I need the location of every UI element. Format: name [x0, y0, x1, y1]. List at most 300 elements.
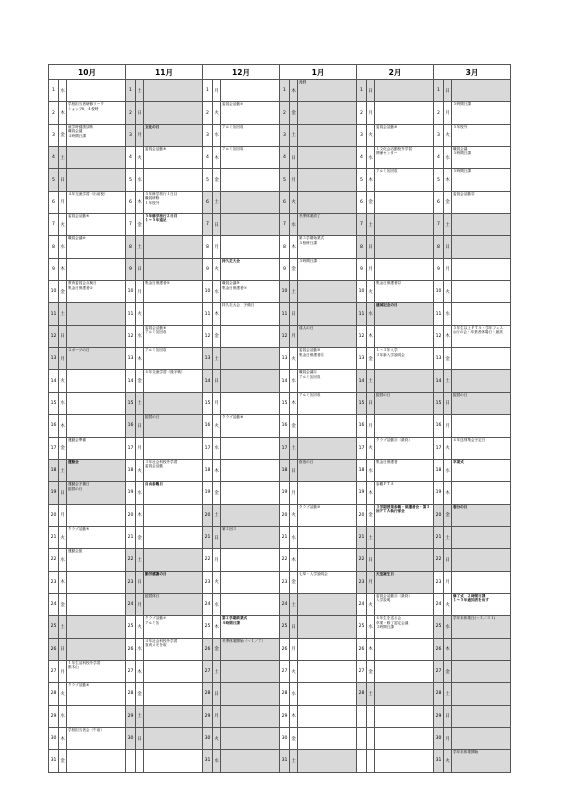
event-cell [375, 415, 434, 437]
calendar-row [49, 415, 511, 437]
day-number: 4 [280, 147, 290, 169]
day-number: 2 [126, 102, 136, 124]
weekday: 土 [136, 705, 144, 727]
day-number: 5 [280, 169, 290, 191]
day-number: 28 [203, 683, 213, 705]
event-cell [67, 80, 126, 102]
month-header-jan: 1月 [280, 65, 357, 80]
event-cell: ５時間日課 [452, 102, 511, 124]
weekday: 土 [213, 191, 221, 213]
weekday: 月 [444, 415, 452, 437]
event-cell [67, 147, 126, 169]
event-cell: 学年末休業日(～３／３１) [452, 616, 511, 638]
weekday: 月 [136, 437, 144, 459]
event-cell [144, 504, 203, 526]
event-cell: 委員会活動⑩ [375, 124, 434, 146]
event-cell [452, 80, 511, 102]
day-number: 13 [126, 348, 136, 370]
day-number [357, 727, 367, 749]
day-number: 14 [434, 370, 444, 392]
calendar-row [49, 750, 511, 772]
day-number: 15 [203, 392, 213, 414]
weekday: 土 [367, 683, 375, 705]
event-cell [298, 482, 357, 504]
day-number: 18 [434, 459, 444, 481]
weekday: 水 [213, 593, 221, 615]
event-cell [67, 303, 126, 325]
weekday: 金 [290, 258, 298, 280]
day-number: 2 [49, 102, 59, 124]
weekday: 水 [59, 549, 67, 571]
calendar-row [49, 593, 511, 615]
day-number: 9 [434, 258, 444, 280]
day-number: 14 [357, 370, 367, 392]
weekday: 日 [136, 571, 144, 593]
weekday: 水 [59, 705, 67, 727]
weekday: 日 [59, 325, 67, 347]
weekday: 火 [59, 526, 67, 548]
weekday: 水 [59, 80, 67, 102]
weekday: 月 [59, 504, 67, 526]
day-number: 14 [126, 370, 136, 392]
weekday: 土 [444, 526, 452, 548]
weekday: 土 [59, 616, 67, 638]
day-number: 30 [434, 727, 444, 749]
weekday [367, 705, 375, 727]
day-number: 21 [203, 526, 213, 548]
weekday: 月 [59, 660, 67, 682]
weekday: 月 [290, 638, 298, 660]
calendar-row [49, 325, 511, 347]
event-cell [452, 549, 511, 571]
weekday: 土 [213, 348, 221, 370]
day-number: 24 [126, 593, 136, 615]
event-cell: 就学時健康診断 職員会議 ４時間日課 [67, 124, 126, 146]
weekday: 日 [444, 549, 452, 571]
weekday: 水 [213, 437, 221, 459]
day-number: 3 [126, 124, 136, 146]
day-number: 20 [126, 504, 136, 526]
weekday: 土 [444, 370, 452, 392]
event-cell: １文化会活動校外学習 関係センター [375, 147, 434, 169]
day-number: 10 [357, 281, 367, 303]
day-number: 4 [434, 147, 444, 169]
weekday: 金 [290, 102, 298, 124]
weekday: 月 [290, 169, 298, 191]
weekday: 土 [59, 459, 67, 481]
event-cell [298, 102, 357, 124]
day-number: 2 [434, 102, 444, 124]
day-number: 31 [280, 750, 290, 772]
event-cell: ３学期授業参観・保護者会・第３回ＰＴＡ執行部会 [375, 504, 434, 526]
event-cell: アルミ缶回収 [375, 169, 434, 191]
weekday: 月 [213, 705, 221, 727]
day-number: 22 [280, 549, 290, 571]
event-cell: 委員会活動⑩ 集金日保護者⑪ [298, 348, 357, 370]
weekday: 土 [136, 392, 144, 414]
day-number: 10 [203, 281, 213, 303]
day-number: 6 [434, 191, 444, 213]
calendar-row [49, 526, 511, 548]
calendar-row [49, 727, 511, 749]
weekday: 水 [367, 616, 375, 638]
weekday: 水 [136, 169, 144, 191]
weekday: 水 [213, 281, 221, 303]
event-cell: 文化の日 [144, 124, 203, 146]
weekday: 日 [213, 370, 221, 392]
weekday: 木 [290, 549, 298, 571]
day-number: 1 [126, 80, 136, 102]
day-number: 16 [357, 415, 367, 437]
event-cell: ６年生を送る会 卒業・修了認定会議 ３時間日課 [375, 616, 434, 638]
event-cell: １年生活科校外学習 都木山 [67, 660, 126, 682]
event-cell: ５年校外 [452, 124, 511, 146]
day-number: 6 [49, 191, 59, 213]
weekday: 日 [136, 102, 144, 124]
event-cell [144, 549, 203, 571]
weekday: 木 [290, 236, 298, 258]
weekday: 日 [444, 236, 452, 258]
weekday: 木 [444, 638, 452, 660]
event-cell [452, 660, 511, 682]
weekday: 水 [367, 459, 375, 481]
calendar-row [49, 549, 511, 571]
weekday: 金 [444, 348, 452, 370]
event-cell: クラブ活動⑪（最終） [375, 437, 434, 459]
day-number: 9 [49, 258, 59, 280]
day-number: 3 [280, 124, 290, 146]
weekday: 火 [213, 571, 221, 593]
event-cell: 七草・入学説明会 [298, 571, 357, 593]
weekday: 金 [290, 415, 298, 437]
weekday: 木 [290, 705, 298, 727]
weekday: 土 [290, 593, 298, 615]
event-cell [375, 370, 434, 392]
month-header-feb: 2月 [357, 65, 434, 80]
event-cell [144, 258, 203, 280]
event-cell [298, 281, 357, 303]
weekday: 土 [367, 370, 375, 392]
month-header-row [49, 65, 511, 80]
month-header-nov: 11月 [126, 65, 203, 80]
weekday: 日 [213, 526, 221, 548]
weekday: 水 [59, 392, 67, 414]
day-number: 18 [203, 459, 213, 481]
event-cell [221, 504, 280, 526]
event-cell: 運動会 [67, 459, 126, 481]
event-cell [375, 705, 434, 727]
event-cell [221, 727, 280, 749]
weekday: 月 [136, 124, 144, 146]
weekday: 月 [444, 102, 452, 124]
weekday: 土 [136, 549, 144, 571]
weekday: 土 [59, 147, 67, 169]
event-cell: 修了式 ２時間日課 １～５年通知表を出す [452, 593, 511, 615]
event-cell [298, 660, 357, 682]
event-cell: アルミ缶回収 [221, 124, 280, 146]
day-number: 15 [434, 392, 444, 414]
event-cell [298, 147, 357, 169]
weekday: 水 [290, 370, 298, 392]
weekday: 水 [213, 750, 221, 772]
day-number: 28 [357, 683, 367, 705]
day-number: 31 [434, 750, 444, 772]
event-cell [298, 415, 357, 437]
day-number: 8 [434, 236, 444, 258]
event-cell: クラブ活動⑧ [221, 415, 280, 437]
event-cell [221, 169, 280, 191]
day-number: 16 [126, 415, 136, 437]
day-number: 30 [126, 727, 136, 749]
event-cell: 自由参観日 [144, 482, 203, 504]
event-cell: 委員会活動⑫ [452, 191, 511, 213]
day-number: 17 [49, 437, 59, 459]
event-cell [67, 571, 126, 593]
day-number: 7 [203, 214, 213, 236]
calendar-row [49, 459, 511, 481]
day-number: 11 [434, 303, 444, 325]
event-cell [298, 750, 357, 772]
weekday: 水 [444, 616, 452, 638]
day-number: 24 [49, 593, 59, 615]
weekday: 木 [213, 459, 221, 481]
event-cell: 運動会振 [67, 549, 126, 571]
day-number: 17 [357, 437, 367, 459]
weekday: 木 [59, 102, 67, 124]
weekday: 火 [444, 593, 452, 615]
weekday: 火 [367, 437, 375, 459]
weekday: 月 [213, 392, 221, 414]
day-number: 3 [203, 124, 213, 146]
weekday: 土 [290, 437, 298, 459]
event-cell: ６年交流学習（後半戦） [144, 370, 203, 392]
event-cell: 職員会議⑥ [67, 236, 126, 258]
event-cell [221, 437, 280, 459]
weekday: 火 [213, 415, 221, 437]
event-cell [221, 571, 280, 593]
calendar-row [49, 660, 511, 682]
weekday: 月 [213, 236, 221, 258]
day-number: 26 [49, 638, 59, 660]
day-number: 8 [203, 236, 213, 258]
event-cell [452, 526, 511, 548]
day-number: 23 [49, 571, 59, 593]
event-cell [375, 102, 434, 124]
day-number [126, 750, 136, 772]
event-cell: ５時間日課 [298, 258, 357, 280]
event-cell [144, 683, 203, 705]
weekday: 木 [444, 325, 452, 347]
weekday: 土 [213, 660, 221, 682]
day-number: 2 [357, 102, 367, 124]
event-cell [298, 191, 357, 213]
day-number: 22 [357, 549, 367, 571]
day-number: 16 [49, 415, 59, 437]
event-cell [375, 750, 434, 772]
calendar-row [49, 392, 511, 414]
event-cell [298, 549, 357, 571]
event-cell [375, 325, 434, 347]
event-cell: 春分の日 [452, 504, 511, 526]
day-number: 23 [126, 571, 136, 593]
event-cell [452, 236, 511, 258]
day-number: 11 [357, 303, 367, 325]
calendar-body [49, 80, 511, 773]
weekday: 火 [59, 214, 67, 236]
calendar-row [49, 303, 511, 325]
weekday: 火 [290, 348, 298, 370]
weekday: 金 [290, 571, 298, 593]
event-cell [221, 549, 280, 571]
event-cell: 勤労感謝の日 [144, 571, 203, 593]
day-number: 19 [126, 482, 136, 504]
day-number: 25 [434, 616, 444, 638]
day-number: 2 [280, 102, 290, 124]
day-number: 26 [357, 638, 367, 660]
day-number: 22 [49, 549, 59, 571]
day-number: 28 [434, 683, 444, 705]
weekday: 木 [367, 325, 375, 347]
weekday: 木 [136, 191, 144, 213]
day-number: 27 [280, 660, 290, 682]
weekday: 水 [444, 147, 452, 169]
weekday: 日 [136, 727, 144, 749]
day-number: 24 [203, 593, 213, 615]
day-number: 10 [49, 281, 59, 303]
event-cell: 冬季休業開始（～１／７） [221, 638, 280, 660]
weekday: 月 [213, 80, 221, 102]
weekday: 金 [213, 169, 221, 191]
event-cell: 振替の日 [452, 392, 511, 414]
event-cell [221, 482, 280, 504]
weekday: 土 [444, 683, 452, 705]
day-number: 25 [203, 616, 213, 638]
day-number: 10 [280, 281, 290, 303]
day-number: 16 [203, 415, 213, 437]
day-number: 27 [49, 660, 59, 682]
day-number: 14 [203, 370, 213, 392]
day-number: 21 [434, 526, 444, 548]
event-cell [298, 616, 357, 638]
event-cell: 集金日保護者 [375, 459, 434, 481]
event-cell [452, 482, 511, 504]
event-cell: アルミ缶回収 [144, 348, 203, 370]
day-number: 6 [357, 191, 367, 213]
day-number: 19 [280, 482, 290, 504]
day-number: 12 [49, 325, 59, 347]
day-number: 13 [203, 348, 213, 370]
day-number: 20 [357, 504, 367, 526]
event-cell: 学年末休業開始 [452, 750, 511, 772]
day-number: 6 [203, 191, 213, 213]
weekday: 月 [444, 727, 452, 749]
event-cell: 振替の日 [375, 392, 434, 414]
day-number: 14 [49, 370, 59, 392]
weekday: 土 [59, 303, 67, 325]
day-number: 22 [126, 549, 136, 571]
event-cell [221, 750, 280, 772]
calendar-row [49, 571, 511, 593]
day-number: 20 [434, 504, 444, 526]
event-cell: ５時間日課 [452, 169, 511, 191]
event-cell [452, 571, 511, 593]
day-number: 23 [357, 571, 367, 593]
event-cell [221, 683, 280, 705]
event-cell [221, 459, 280, 481]
event-cell [298, 638, 357, 660]
weekday: 日 [136, 415, 144, 437]
weekday: 月 [136, 281, 144, 303]
weekday: 金 [290, 727, 298, 749]
weekday: 月 [367, 102, 375, 124]
event-cell [452, 348, 511, 370]
weekday: 日 [59, 169, 67, 191]
day-number: 17 [203, 437, 213, 459]
weekday: 土 [444, 214, 452, 236]
calendar-row [49, 348, 511, 370]
weekday: 木 [444, 169, 452, 191]
event-cell [67, 169, 126, 191]
day-number: 30 [49, 727, 59, 749]
event-cell [298, 169, 357, 191]
event-cell: 成人の日 [298, 325, 357, 347]
day-number: 29 [280, 705, 290, 727]
annual-calendar-table [48, 64, 511, 773]
event-cell [144, 750, 203, 772]
event-cell [375, 727, 434, 749]
day-number: 18 [126, 459, 136, 481]
event-cell: 委員会活動⑥ アルミ缶回収 [144, 325, 203, 347]
day-number: 16 [434, 415, 444, 437]
day-number: 15 [126, 392, 136, 414]
weekday: 木 [213, 616, 221, 638]
day-number: 27 [357, 660, 367, 682]
day-number: 20 [203, 504, 213, 526]
calendar-row [49, 236, 511, 258]
day-number: 8 [280, 236, 290, 258]
weekday [136, 750, 144, 772]
weekday: 木 [59, 415, 67, 437]
event-cell [375, 638, 434, 660]
weekday: 水 [290, 526, 298, 548]
month-header-oct: 10月 [49, 65, 126, 80]
day-number: 13 [357, 348, 367, 370]
weekday: 木 [59, 258, 67, 280]
day-number: 7 [357, 214, 367, 236]
event-cell [375, 214, 434, 236]
day-number: 29 [126, 705, 136, 727]
event-cell: ４年社会科校外学習 食育メモを取 [144, 638, 203, 660]
weekday: 土 [367, 214, 375, 236]
weekday: 火 [367, 593, 375, 615]
event-cell [452, 258, 511, 280]
event-cell [375, 549, 434, 571]
weekday: 木 [290, 80, 298, 102]
day-number: 3 [49, 124, 59, 146]
weekday: 火 [213, 102, 221, 124]
event-cell [67, 593, 126, 615]
day-number [357, 750, 367, 772]
event-cell [298, 593, 357, 615]
day-number: 3 [357, 124, 367, 146]
weekday: 水 [136, 325, 144, 347]
event-cell [375, 236, 434, 258]
weekday: 日 [444, 80, 452, 102]
weekday: 土 [290, 281, 298, 303]
weekday: 日 [367, 236, 375, 258]
weekday: 日 [59, 482, 67, 504]
event-cell [144, 660, 203, 682]
